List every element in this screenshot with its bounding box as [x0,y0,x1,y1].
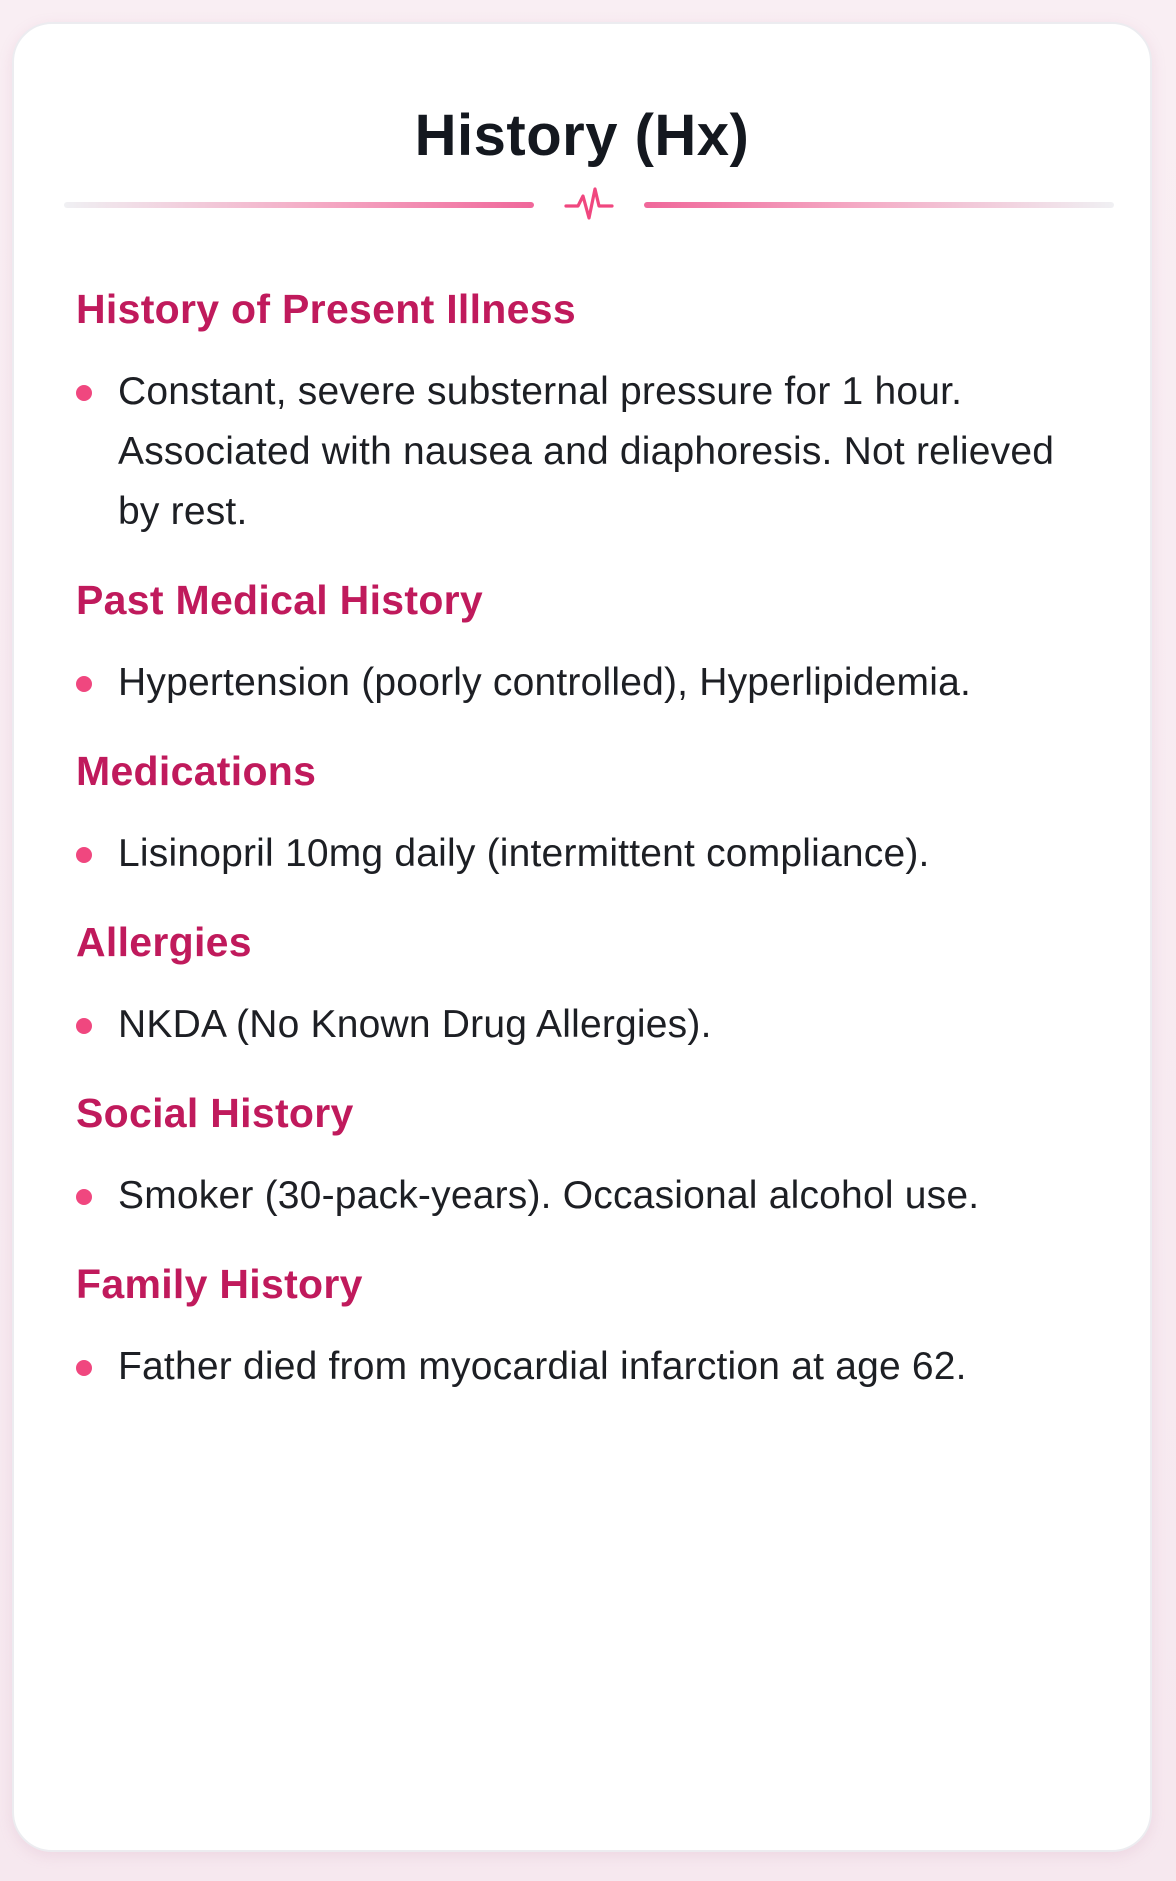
history-card [12,22,1152,1852]
list-item [76,1166,1096,1226]
list-item-text: Father died from myocardial infarction at age 62. [118,1345,967,1388]
page-title: History (Hx) [414,103,750,168]
section-heading-present-illness: History of Present Illness [76,286,576,332]
bullet-icon [76,1189,92,1205]
list-item [76,653,1096,713]
divider-line-left [64,202,534,208]
divider-line-right [644,202,1114,208]
list-item-text: Lisinopril 10mg daily (intermittent compliance). [118,832,930,875]
heartbeat-pulse-icon [564,184,614,228]
section-heading-allergies: Allergies [76,919,252,965]
bullet-icon [76,676,92,692]
list-item-text: NKDA (No Known Drug Allergies). [118,1003,712,1046]
list-item [76,1337,1096,1397]
bullet-icon [76,1018,92,1034]
list-item-text: Hypertension (poorly controlled), Hyperlipidemia. [118,661,972,704]
list-item [76,362,1096,542]
list-item [76,824,1096,884]
list-item [76,995,1096,1055]
bullet-icon [76,847,92,863]
section-heading-social-history: Social History [76,1090,354,1136]
section-heading-family-history: Family History [76,1261,363,1307]
bullet-icon [76,1360,92,1376]
title-divider [64,184,1114,224]
bullet-icon [76,385,92,401]
list-item-text: Smoker (30-pack-years). Occasional alcohol use. [118,1174,980,1217]
section-heading-past-medical-history: Past Medical History [76,577,484,623]
list-item-text: Constant, severe substernal pressure for 1 hour. Associated with nausea and diaphoresis. Not relieved by rest. [118,370,1055,533]
section-heading-medications: Medications [76,748,317,794]
